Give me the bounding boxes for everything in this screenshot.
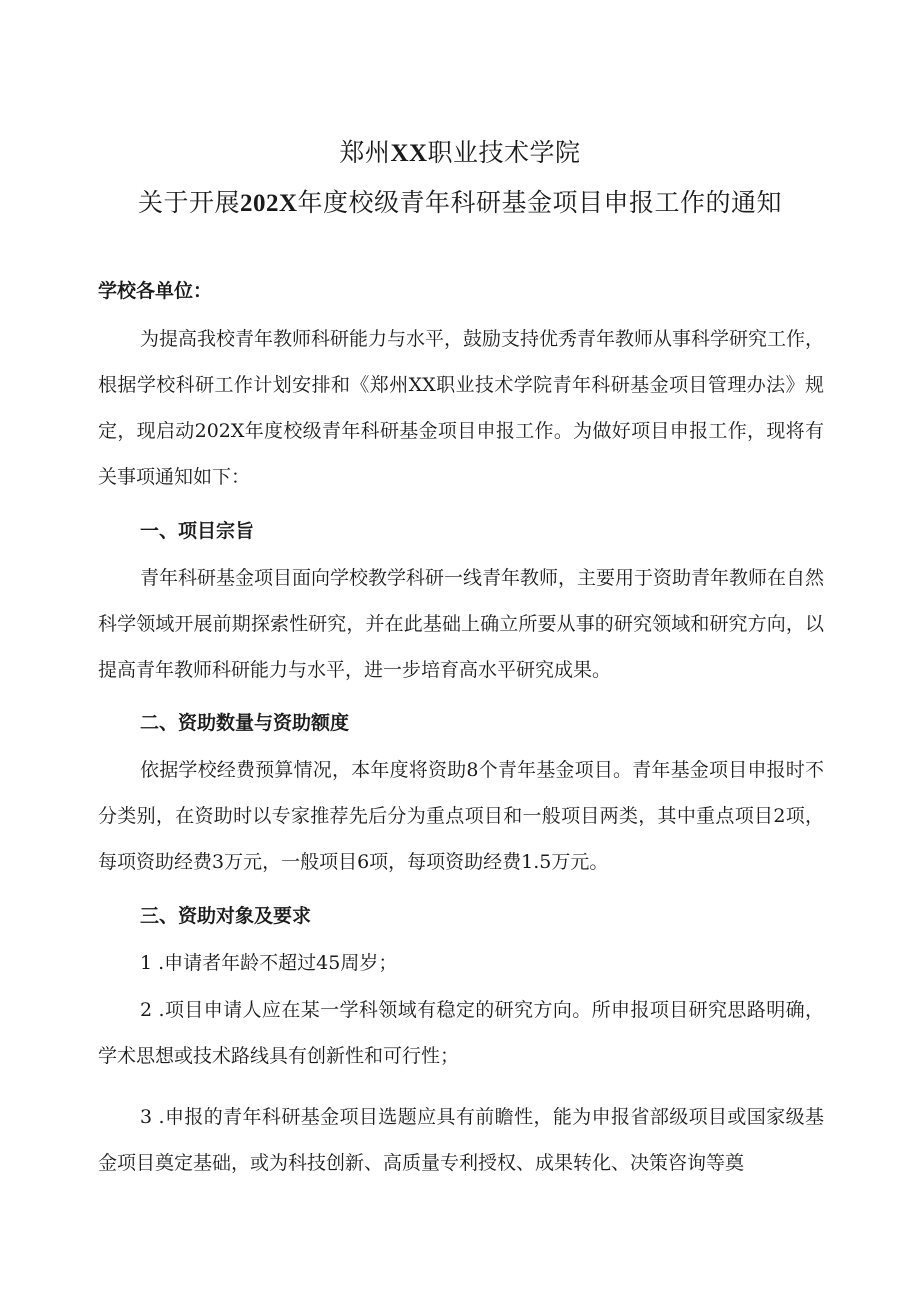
section-heading-requirements: 三、资助对象及要求 — [140, 905, 312, 927]
intro-paragraph: 为提高我校青年教师科研能力与水平，鼓励支持优秀青年教师从事科学研究工作，根据学校科研工作计划安排和《郑州XX职业技术学院青年科研基金项目管理办法》规定，现启动202X年度校级青年科研基金项目申报工作。为做好项目申报工作，现将有关事项通知如下： — [98, 328, 825, 488]
document-title-line1: 郑州XX职业技术学院 — [339, 138, 581, 167]
requirement-item-3: 3 .申报的青年科研基金项目选题应具有前瞻性，能为申报省部级项目或国家级基金项目奠定基础，或为科技创新、高质量专利授权、成果转化、决策咨询等奠 — [98, 1106, 824, 1174]
title-latin-text: 202X — [239, 190, 298, 217]
requirement-item-2: 2 .项目申请人应在某一学科领域有稳定的研究方向。所申报项目研究思路明确，学术思想或技术路线具有创新性和可行性； — [98, 999, 824, 1067]
salutation: 学校各单位： — [98, 280, 213, 302]
section-heading-funding: 二、资助数量与资助额度 — [140, 712, 350, 734]
title-latin-text: XX — [390, 140, 428, 167]
document-title-line2: 关于开展202X年度校级青年科研基金项目申报工作的通知 — [137, 188, 783, 217]
requirement-item-1: 1 .申请者年龄不超过45周岁； — [140, 952, 398, 974]
section-heading-purpose: 一、项目宗旨 — [140, 520, 255, 542]
section-body-purpose: 青年科研基金项目面向学校教学科研一线青年教师，主要用于资助青年教师在自然科学领域开展前期探索性研究，并在此基础上确立所要从事的研究领域和研究方向，以提高青年教师科研能力与水平，进一步培育高水平研究成果。 — [98, 567, 825, 681]
section-body-funding: 依据学校经费预算情况，本年度将资助8个青年基金项目。青年基金项目申报时不分类别，在资助时以专家推荐先后分为重点项目和一般项目两类，其中重点项目2项，每项资助经费3万元，一般项目6项，每项资助经费1.5万元。 — [98, 759, 824, 873]
